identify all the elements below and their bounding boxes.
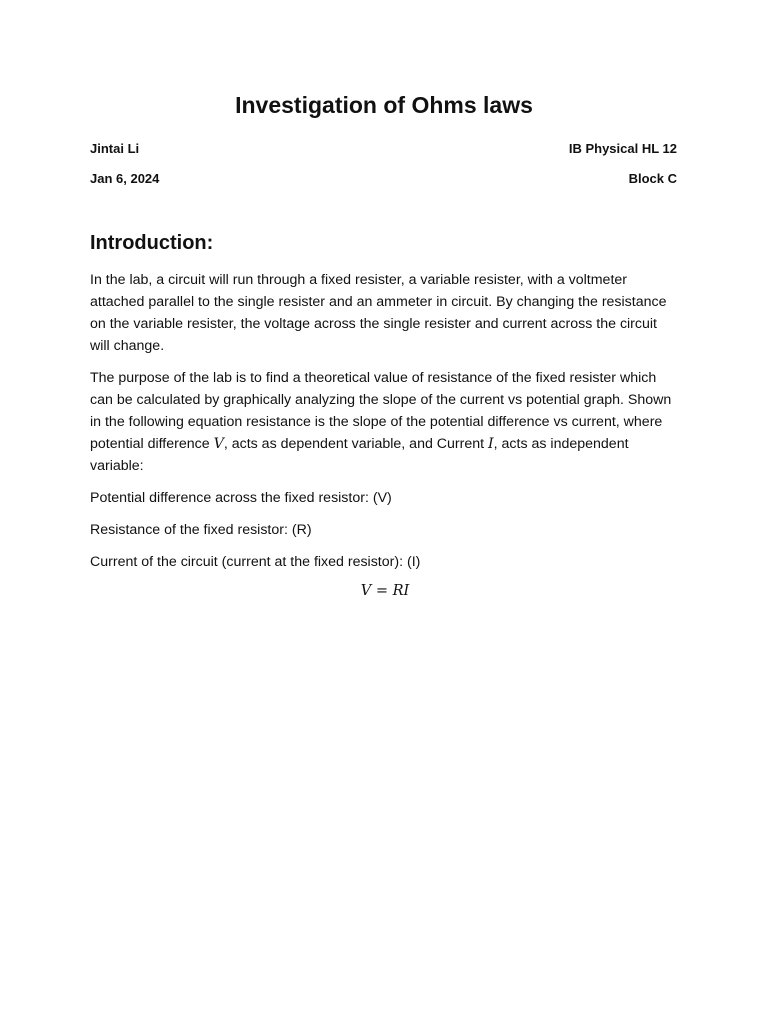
variable-v: V	[213, 436, 224, 452]
introduction-section	[90, 232, 680, 599]
ohms-law-equation: V = RI	[360, 583, 410, 599]
course-name: IB Physical HL 12	[568, 141, 677, 156]
paragraph-2-text-c: , acts as independent variable:	[90, 436, 629, 474]
document-title: Investigation of Ohms laws	[235, 92, 533, 118]
intro-paragraph-1: In the lab, a circuit will run through a fixed resister, a variable resister, with a voltmeter attached parallel to the single resister and an ammeter in circuit. By changing the resistance on the variable resister, the voltage across the single resister and current across the circuit will change.	[90, 272, 667, 354]
class-block: Block C	[628, 171, 677, 186]
definition-potential-difference: Potential difference across the fixed resistor: (V)	[90, 490, 392, 506]
paragraph-2-text-a: The purpose of the lab is to find a theoretical value of resistance of the fixed resister which can be calculated by graphically analyzing the slope of the current vs potential graph. Shown in the following equation resistance is the slope of the potential difference vs current, where potential difference	[90, 370, 672, 452]
meta-row-author	[90, 141, 677, 156]
meta-row-date	[90, 171, 677, 186]
paragraph-2-text-b: , acts as dependent variable, and Current	[223, 436, 489, 452]
section-heading-introduction: Introduction:	[90, 232, 214, 254]
author-name: Jintai Li	[90, 141, 140, 156]
intro-paragraph-2	[90, 367, 680, 477]
variable-i: I	[488, 436, 494, 452]
definition-current: Current of the circuit (current at the fixed resistor): (I)	[90, 554, 421, 570]
definition-resistance: Resistance of the fixed resistor: (R)	[90, 522, 312, 538]
document-date: Jan 6, 2024	[90, 171, 160, 186]
